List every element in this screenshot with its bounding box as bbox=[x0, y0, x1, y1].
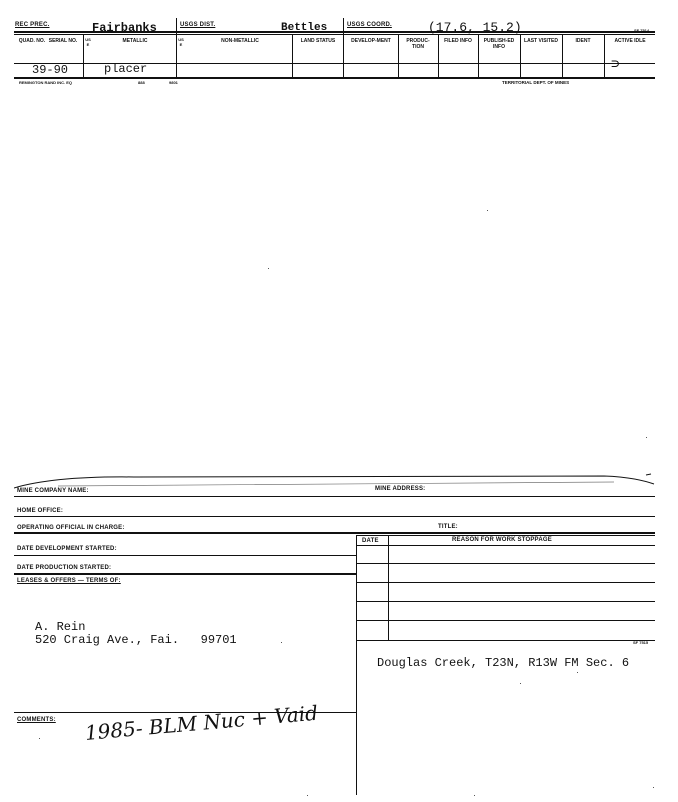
form-number-top: SF 7514 bbox=[634, 28, 650, 33]
form-number-bottom: SF 7515 bbox=[633, 640, 649, 645]
col-published-info-header: PUBLISH-ED INFO bbox=[483, 38, 515, 50]
col-quad-header: QUAD. NO. bbox=[18, 38, 46, 44]
col-serial-header: SERIAL NO. bbox=[48, 38, 78, 44]
title-label: TITLE: bbox=[438, 524, 458, 530]
footer-department: TERRITORIAL DEPT. OF MINES bbox=[502, 80, 570, 85]
card-top-edge bbox=[14, 468, 664, 490]
mine-company-label: MINE COMPANY NAME: bbox=[17, 488, 89, 494]
col-ident-header: IDENT bbox=[575, 38, 591, 44]
operating-official-label: OPERATING OFFICIAL IN CHARGE: bbox=[17, 525, 125, 531]
date-production-label: DATE PRODUCTION STARTED: bbox=[17, 565, 112, 571]
reason-column-header: REASON FOR WORK STOPPAGE bbox=[452, 537, 552, 543]
date-development-label: DATE DEVELOPMENT STARTED: bbox=[17, 546, 117, 552]
col-metallic-header: METALLIC bbox=[122, 38, 148, 44]
quad-serial-value: 39-90 bbox=[32, 63, 69, 77]
date-column-header: DATE bbox=[362, 538, 379, 544]
col-production-header: PRODUC-TION bbox=[406, 38, 430, 50]
comments-label: COMMENTS: bbox=[17, 717, 56, 723]
leases-offers-label: LEASES & OFFERS — TERMS OF: bbox=[17, 578, 121, 584]
usgs-dist-label: USGS DIST. bbox=[180, 22, 216, 28]
col-active-idle-header: ACTIVE IDLE bbox=[614, 38, 646, 44]
owner-address: 520 Craig Ave., Fai. 99701 bbox=[35, 633, 237, 647]
col-use-header-2: USE bbox=[178, 37, 184, 47]
rec-prec-label: REC PREC. bbox=[15, 22, 50, 28]
usgs-dist-value: Bettles bbox=[281, 22, 328, 34]
rec-prec-value: Fairbanks bbox=[92, 21, 157, 35]
col-development-header: DEVELOP-MENT bbox=[351, 38, 391, 44]
col-last-visited-header: LAST VISITED bbox=[524, 38, 558, 44]
footer-printer: REMINGTON RAND INC. EQ bbox=[19, 80, 73, 85]
usgs-coord-label: USGS COORD. bbox=[347, 22, 392, 28]
col-nonmetallic-header: NON-METALLIC bbox=[221, 38, 259, 44]
active-idle-mark: ⊃ bbox=[611, 57, 620, 73]
owner-name: A. Rein bbox=[35, 620, 86, 634]
location-text: Douglas Creek, T23N, R13W FM Sec. 6 bbox=[377, 656, 630, 670]
col-filed-info-header: FILED INFO bbox=[444, 38, 472, 44]
footer-number-2: 9801 bbox=[169, 80, 178, 85]
comments-handwriting: 1985- BLM Nuc + Vaid bbox=[83, 700, 319, 745]
metallic-value: placer bbox=[104, 62, 148, 76]
footer-number-1: 888 bbox=[138, 80, 145, 85]
home-office-label: HOME OFFICE: bbox=[17, 508, 64, 514]
col-land-status-header: LAND STATUS bbox=[300, 38, 336, 44]
mine-address-label: MINE ADDRESS: bbox=[375, 486, 426, 492]
col-use-header: USE bbox=[85, 37, 91, 47]
usgs-coord-value: (17.6, 15.2) bbox=[428, 20, 522, 35]
